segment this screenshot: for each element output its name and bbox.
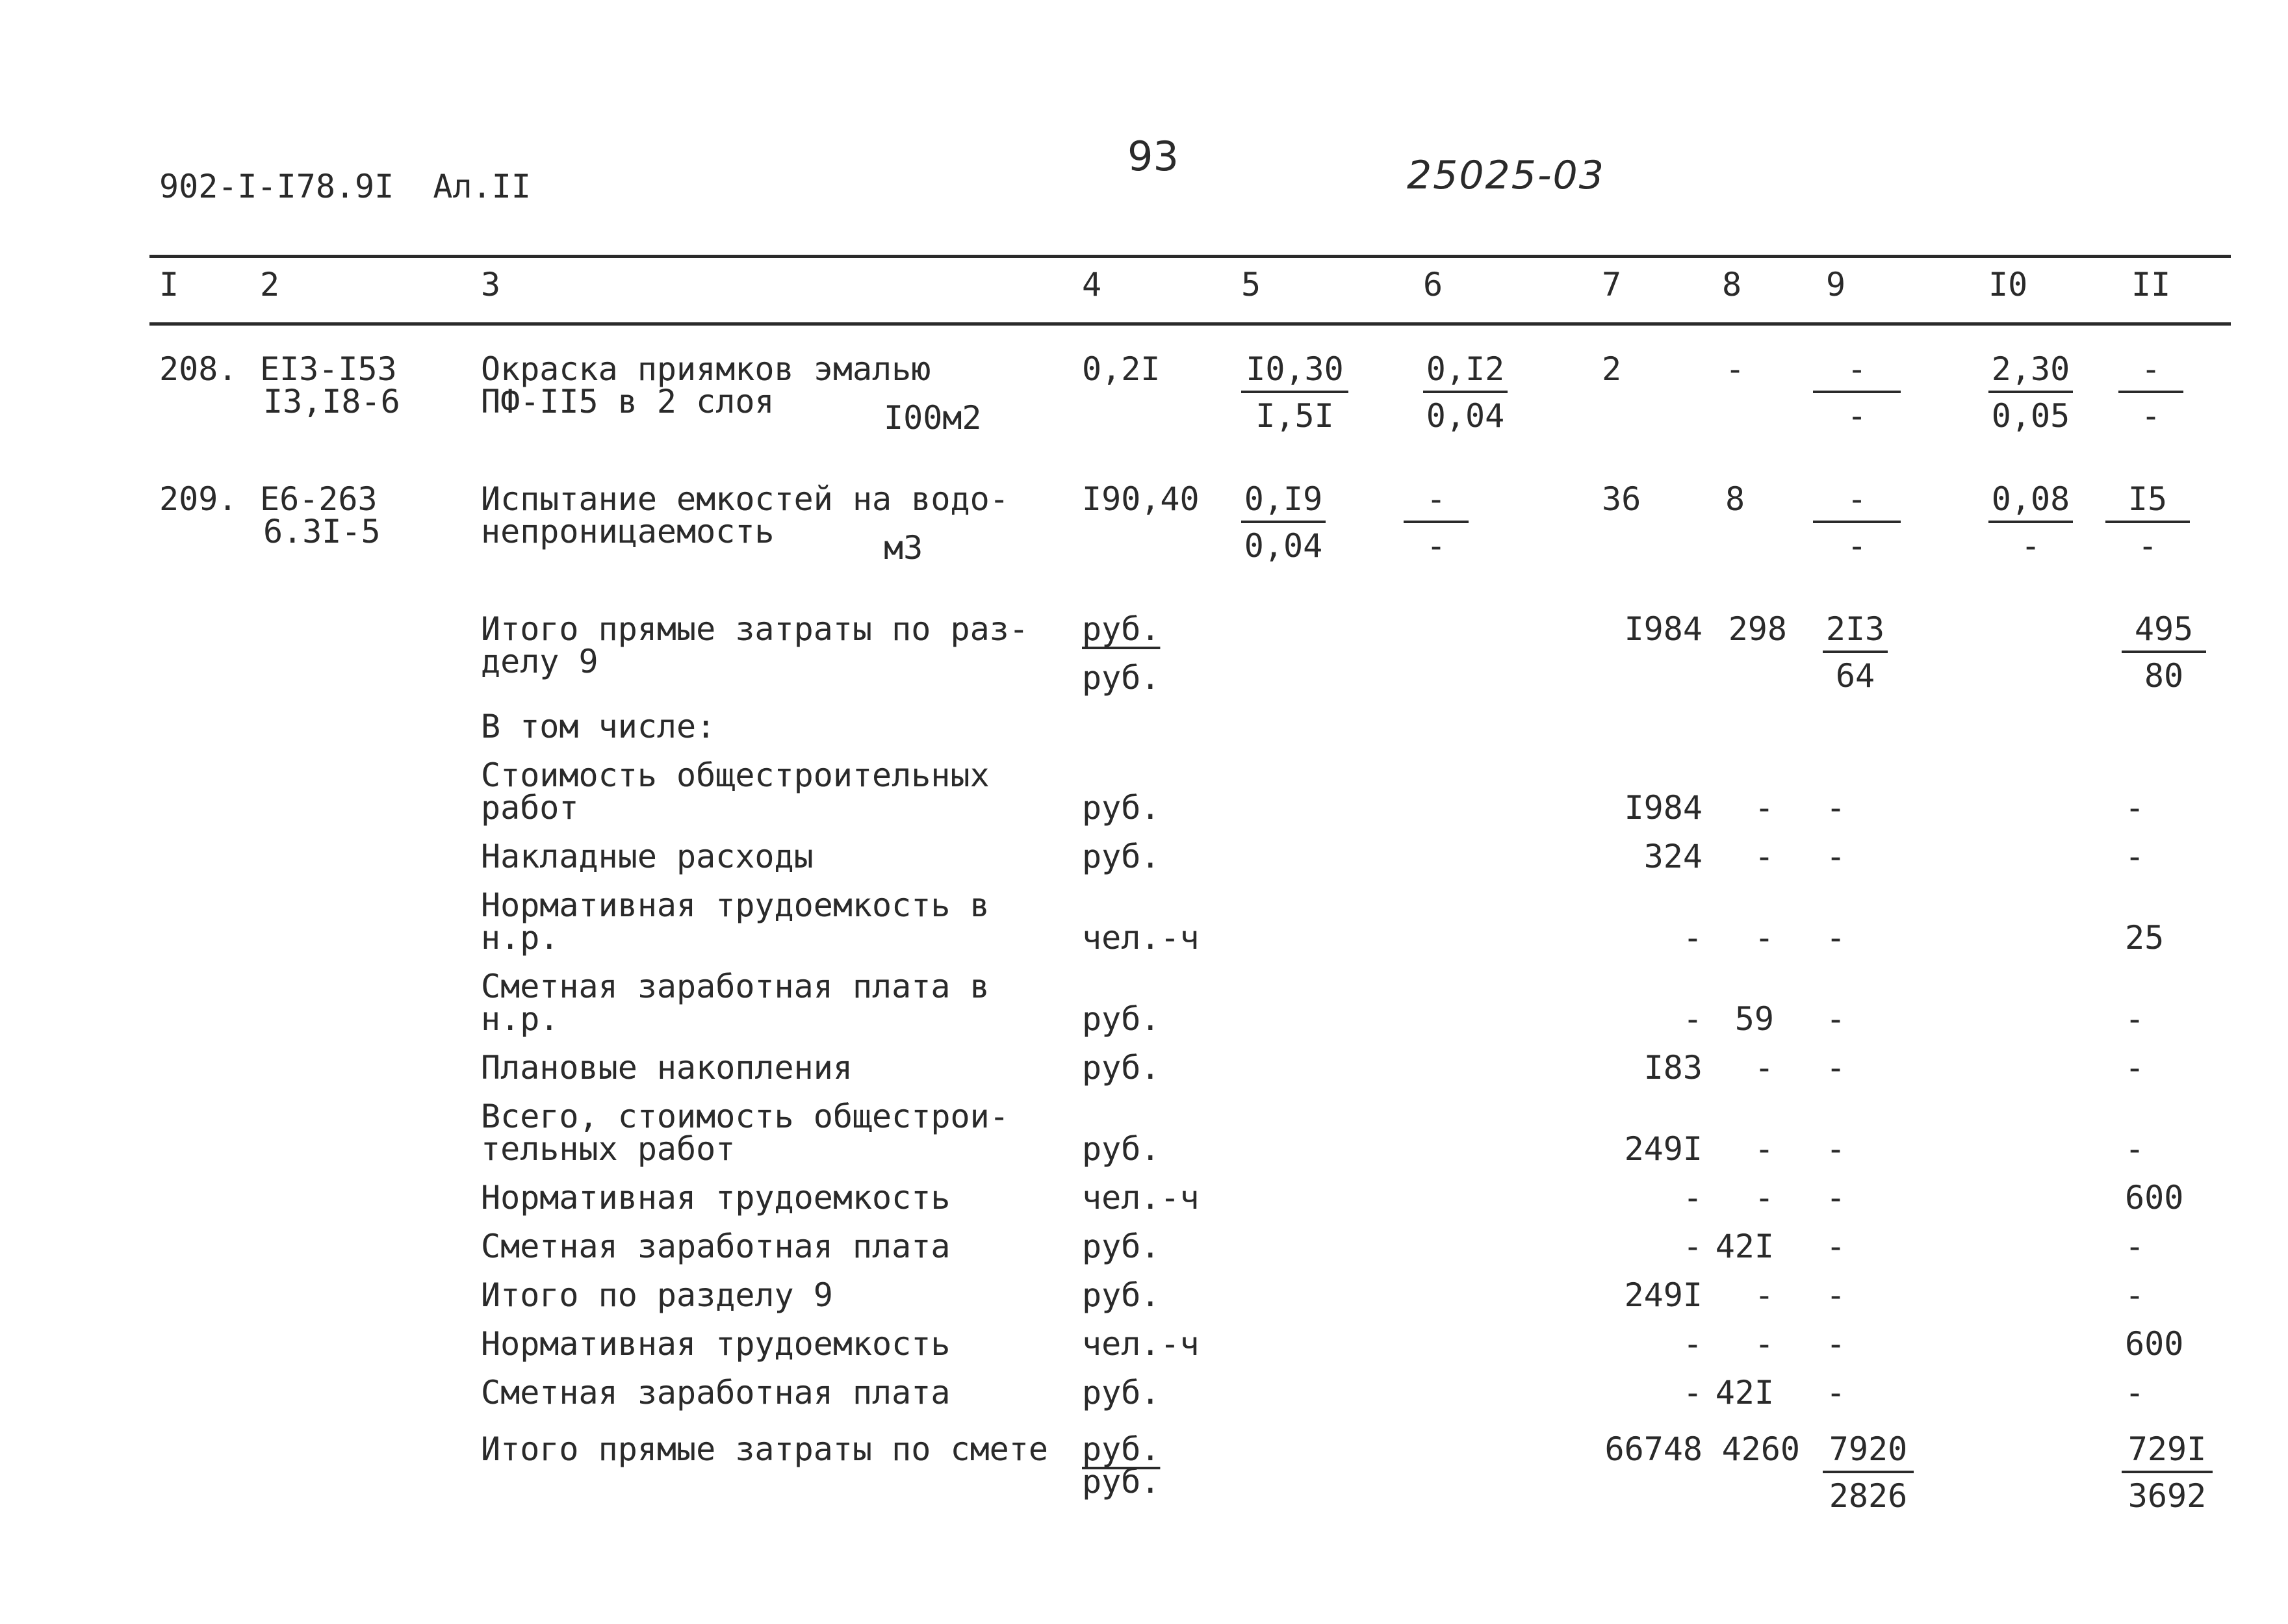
summary-label: Нормативная трудоемкость в <box>481 886 990 924</box>
summary-c9: - <box>1826 789 1846 827</box>
grand-total-c11-bottom: 3692 <box>2127 1477 2207 1515</box>
column-header-8: 8 <box>1722 266 1742 303</box>
table-header-rule <box>149 322 2231 326</box>
cell-c10 <box>1988 350 2073 435</box>
cell-c8: 8 <box>1725 480 1745 518</box>
summary-c9: - <box>1826 1228 1846 1265</box>
cell-c6-bottom: 0,04 <box>1426 397 1505 435</box>
summary-c8: - <box>1754 1276 1774 1314</box>
column-header-5: 5 <box>1241 266 1261 303</box>
grand-total-label: Итого прямые затраты по смете <box>481 1430 1048 1468</box>
column-header-7: 7 <box>1602 266 1622 303</box>
cell-c9-top: - <box>1813 353 1901 393</box>
section-total-c11-bottom: 80 <box>2144 657 2184 695</box>
summary-unit: руб. <box>1082 1276 1161 1314</box>
summary-unit: руб. <box>1082 1228 1161 1265</box>
grand-total-c9-bottom: 2826 <box>1829 1477 1908 1515</box>
summary-c8: 59 <box>1734 1000 1774 1038</box>
summary-label-cont: н.р. <box>481 919 559 957</box>
grand-total-c7: 66748 <box>1604 1430 1703 1468</box>
cell-c6 <box>1404 480 1469 565</box>
cell-c10 <box>1988 480 2073 565</box>
cell-c11-top: - <box>2118 353 2183 393</box>
item-description: Испытание емкостей на водо- <box>481 480 1009 518</box>
cell-c5 <box>1241 480 1326 565</box>
column-header-4: 4 <box>1082 266 1102 303</box>
summary-c8: - <box>1754 1325 1774 1363</box>
summary-label: Итого по разделу 9 <box>481 1276 833 1314</box>
cell-c9 <box>1813 480 1901 565</box>
cell-c6-top: 0,I2 <box>1423 353 1508 393</box>
summary-c11: - <box>2125 1130 2145 1168</box>
summary-c7: - <box>1682 1228 1703 1265</box>
summary-unit: руб. <box>1082 789 1161 827</box>
including-label: В том числе: <box>481 708 716 745</box>
item-quantity: 0,2I <box>1082 350 1161 388</box>
summary-c11: - <box>2125 1374 2145 1411</box>
summary-c7: I83 <box>1643 1049 1703 1087</box>
summary-label-cont: тельных работ <box>481 1130 736 1168</box>
summary-label: Стоимость общестроительных <box>481 756 990 794</box>
cell-c5-top: 0,I9 <box>1241 483 1326 523</box>
summary-label: Сметная заработная плата в <box>481 968 990 1005</box>
summary-unit: чел.-ч <box>1082 1179 1200 1217</box>
cell-c5-top: I0,30 <box>1241 353 1348 393</box>
section-total-unit-top: руб. <box>1082 610 1161 648</box>
item-unit: м3 <box>884 529 923 567</box>
column-header-1: I <box>159 266 179 303</box>
section-total-c11 <box>2122 610 2206 695</box>
summary-c7: I984 <box>1624 789 1703 827</box>
section-total-c9-bottom: 64 <box>1835 657 1875 695</box>
column-header-3: 3 <box>481 266 501 303</box>
grand-total-c8: 4260 <box>1721 1430 1800 1468</box>
summary-label-cont: работ <box>481 789 579 827</box>
summary-c9: - <box>1826 919 1846 957</box>
cell-c6-bottom: - <box>1426 527 1446 565</box>
summary-c8: 42I <box>1715 1228 1774 1265</box>
summary-c11: - <box>2125 1049 2145 1087</box>
summary-c7: - <box>1682 919 1703 957</box>
summary-c11: - <box>2125 1276 2145 1314</box>
table-top-rule <box>149 255 2231 258</box>
column-header-11: II <box>2131 266 2171 303</box>
cell-c10-bottom: 0,05 <box>1991 397 2070 435</box>
grand-total-c9 <box>1823 1430 1914 1515</box>
summary-c11: - <box>2125 789 2145 827</box>
summary-label: Нормативная трудоемкость <box>481 1325 951 1363</box>
summary-c7: - <box>1682 1000 1703 1038</box>
section-total-unit-bottom: руб. <box>1082 659 1161 697</box>
column-header-9: 9 <box>1826 266 1846 303</box>
summary-c7: 249I <box>1624 1130 1703 1168</box>
summary-c11: 600 <box>2125 1179 2184 1217</box>
summary-label: Сметная заработная плата <box>481 1228 951 1265</box>
summary-c9: - <box>1826 838 1846 875</box>
item-description: Окраска приямков эмалью <box>481 350 931 388</box>
summary-c8: - <box>1754 919 1774 957</box>
cell-c11-top: I5 <box>2105 483 2190 523</box>
summary-c11: 25 <box>2125 919 2165 957</box>
item-code-sub: I3,I8-6 <box>263 383 400 420</box>
item-code: E6-263 <box>260 480 378 518</box>
summary-c7: - <box>1682 1325 1703 1363</box>
summary-c11: 600 <box>2125 1325 2184 1363</box>
summary-c7: - <box>1682 1179 1703 1217</box>
summary-label: Нормативная трудоемкость <box>481 1179 951 1217</box>
summary-unit: руб. <box>1082 1049 1161 1087</box>
summary-label: Всего, стоимость общестрои- <box>481 1098 1009 1135</box>
summary-c8: - <box>1754 789 1774 827</box>
summary-c7: 324 <box>1643 838 1703 875</box>
cell-c11-bottom: - <box>2140 397 2161 435</box>
item-description-cont: непроницаемость <box>481 513 775 550</box>
column-header-10: I0 <box>1988 266 2028 303</box>
cell-c9 <box>1813 350 1901 435</box>
grand-total-unit-bottom: руб. <box>1082 1463 1161 1501</box>
item-code-sub: 6.3I-5 <box>263 513 381 550</box>
section-total-label: Итого прямые затраты по раз- <box>481 610 1029 648</box>
summary-c8: - <box>1754 1179 1774 1217</box>
cell-c9-top: - <box>1813 483 1901 523</box>
cell-c7: 2 <box>1602 350 1622 388</box>
item-number: 208. <box>159 350 238 388</box>
summary-c9: - <box>1826 1325 1846 1363</box>
summary-c11: - <box>2125 1228 2145 1265</box>
summary-unit: руб. <box>1082 838 1161 875</box>
cell-c9-bottom: - <box>1847 397 1867 435</box>
cell-c6 <box>1423 350 1508 435</box>
grand-total-c11 <box>2122 1430 2213 1515</box>
summary-c9: - <box>1826 1276 1846 1314</box>
cell-c10-bottom: - <box>2020 527 2041 565</box>
summary-c9: - <box>1826 1130 1846 1168</box>
summary-label: Плановые накопления <box>481 1049 853 1087</box>
cell-c5-bottom: 0,04 <box>1244 527 1323 565</box>
section-total-c7: I984 <box>1624 610 1703 648</box>
summary-c9: - <box>1826 1049 1846 1087</box>
summary-label: Сметная заработная плата <box>481 1374 951 1411</box>
cell-c5-bottom: I,5I <box>1255 397 1334 435</box>
item-unit: I00м2 <box>884 399 982 437</box>
cell-c7: 36 <box>1602 480 1641 518</box>
summary-label-cont: н.р. <box>481 1000 559 1038</box>
item-quantity: I90,40 <box>1082 480 1200 518</box>
cell-c10-top: 2,30 <box>1988 353 2073 393</box>
summary-unit: чел.-ч <box>1082 919 1200 957</box>
summary-c9: - <box>1826 1179 1846 1217</box>
section-total-c11-top: 495 <box>2122 613 2206 653</box>
item-code: EI3-I53 <box>260 350 397 388</box>
cell-c10-top: 0,08 <box>1988 483 2073 523</box>
column-header-2: 2 <box>260 266 280 303</box>
summary-c9: - <box>1826 1000 1846 1038</box>
cell-c8: - <box>1725 350 1745 388</box>
cell-c11-bottom: - <box>2137 527 2158 565</box>
item-description-cont: ПФ-II5 в 2 слоя <box>481 383 775 420</box>
cell-c6-top: - <box>1404 483 1469 523</box>
summary-c8: - <box>1754 838 1774 875</box>
item-number: 209. <box>159 480 238 518</box>
summary-c11: - <box>2125 838 2145 875</box>
cell-c9-bottom: - <box>1847 527 1867 565</box>
section-total-c9-top: 2I3 <box>1823 613 1888 653</box>
section-total-c8: 298 <box>1728 610 1787 648</box>
summary-c8: 42I <box>1715 1374 1774 1411</box>
summary-unit: руб. <box>1082 1000 1161 1038</box>
grand-total-unit-top: руб. <box>1082 1430 1161 1468</box>
document-code: 902-I-I78.9I Ал.II <box>159 168 531 205</box>
summary-c11: - <box>2125 1000 2145 1038</box>
handwritten-reference: 25025-03 <box>1407 153 1605 198</box>
cell-c11 <box>2105 480 2190 565</box>
cell-c5 <box>1241 350 1348 435</box>
grand-total-c11-top: 729I <box>2122 1433 2213 1473</box>
cell-c11 <box>2118 350 2183 435</box>
section-total-label-cont: делу 9 <box>481 643 598 680</box>
grand-total-c9-top: 7920 <box>1823 1433 1914 1473</box>
page-number: 93 <box>1127 133 1179 180</box>
summary-label: Накладные расходы <box>481 838 814 875</box>
summary-c8: - <box>1754 1130 1774 1168</box>
summary-unit: руб. <box>1082 1374 1161 1411</box>
summary-c8: - <box>1754 1049 1774 1087</box>
summary-c7: - <box>1682 1374 1703 1411</box>
summary-c7: 249I <box>1624 1276 1703 1314</box>
summary-unit: руб. <box>1082 1130 1161 1168</box>
summary-unit: чел.-ч <box>1082 1325 1200 1363</box>
summary-c9: - <box>1826 1374 1846 1411</box>
column-header-6: 6 <box>1423 266 1443 303</box>
section-total-c9 <box>1823 610 1888 695</box>
